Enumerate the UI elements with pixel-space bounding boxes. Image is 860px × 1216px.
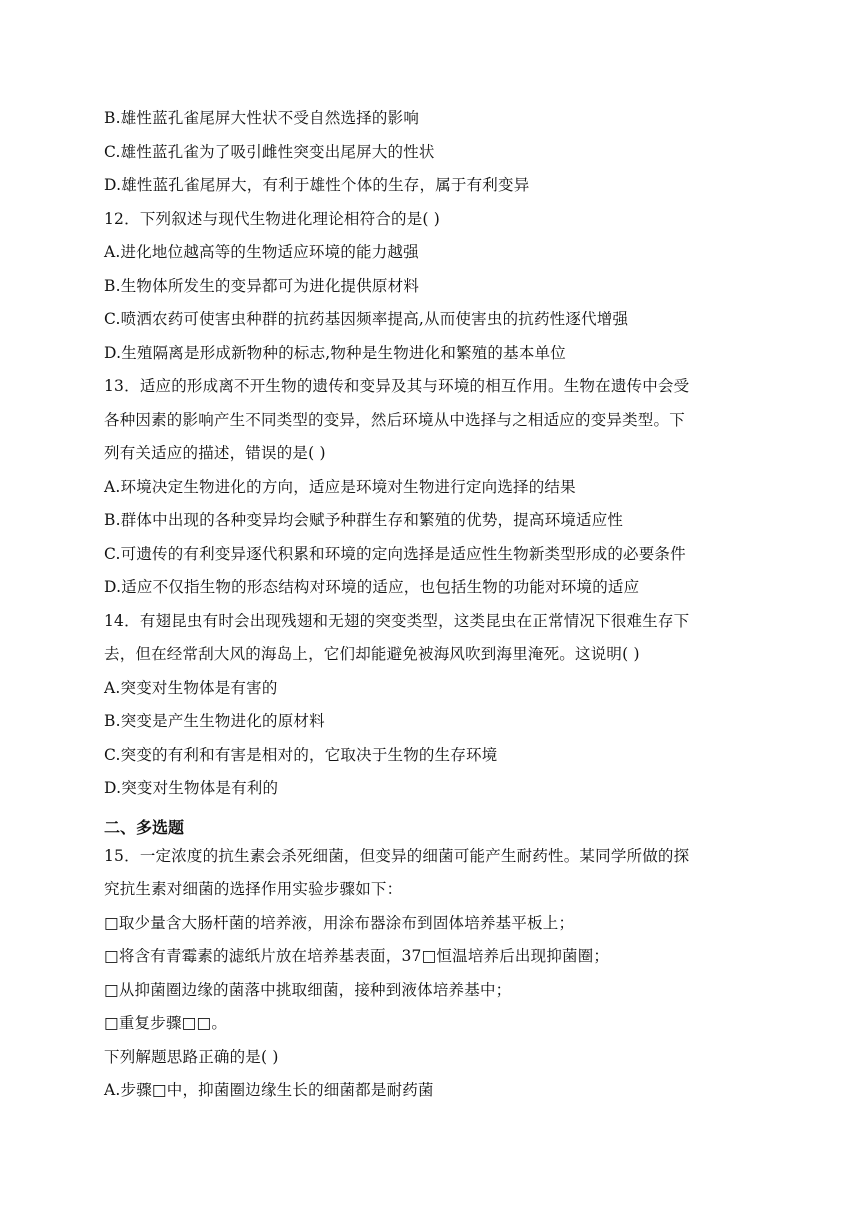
option-line: B.生物体所发生的变异都可为进化提供原材料	[104, 276, 420, 295]
option-line: D.适应不仅指生物的形态结构对环境的适应，也包括生物的功能对环境的适应	[104, 578, 640, 596]
question-15-stem: 15．一定浓度的抗生素会杀死细菌，但变异的细菌可能产生耐药性。某同学所做的探	[104, 846, 690, 865]
question-13-stem: 列有关适应的描述，错误的是( )	[104, 444, 326, 462]
question-15-prompt: 下列解题思路正确的是( )	[104, 1047, 279, 1066]
experiment-step: □重复步骤□□。	[104, 1014, 228, 1032]
option-line: B.突变是产生生物进化的原材料	[104, 712, 325, 730]
question-14-stem: 去，但在经常刮大风的海岛上，它们却能避免被海风吹到海里淹死。这说明( )	[104, 645, 640, 663]
question-12-stem: 12．下列叙述与现代生物进化理论相符合的是( )	[104, 209, 441, 228]
option-line: C.可遗传的有利变异逐代积累和环境的定向选择是适应性生物新类型形成的必要条件	[104, 544, 686, 563]
option-line: D.雄性蓝孔雀尾屏大，有利于雄性个体的生存，属于有利变异	[104, 176, 530, 194]
experiment-step: □取少量含大肠杆菌的培养液，用涂布器涂布到固体培养基平板上；	[104, 913, 575, 932]
experiment-step: □将含有青霉素的滤纸片放在培养基表面，37□恒温培养后出现抑菌圈；	[104, 947, 610, 965]
option-line: A.步骤□中，抑菌圈边缘生长的细菌都是耐药菌	[104, 1081, 434, 1099]
option-line: C.突变的有利和有害是相对的，它取决于生物的生存环境	[104, 745, 498, 764]
document-page	[104, 102, 754, 1108]
option-line: B.群体中出现的各种变异均会赋予种群生存和繁殖的优势，提高环境适应性	[104, 511, 624, 529]
option-line: C.雄性蓝孔雀为了吸引雌性突变出尾屏大的性状	[104, 142, 435, 161]
option-line: D.生殖隔离是形成新物种的标志,物种是生物进化和繁殖的基本单位	[104, 343, 566, 362]
option-line: C.喷洒农药可使害虫种群的抗药基因频率提高,从而使害虫的抗药性逐代增强	[104, 310, 629, 328]
option-line: A.环境决定生物进化的方向，适应是环境对生物进行定向选择的结果	[104, 477, 576, 496]
question-13-stem: 各种因素的影响产生不同类型的变异，然后环境从中选择与之相适应的变异类型。下	[104, 410, 685, 429]
question-14-stem: 14．有翅昆虫有时会出现残翅和无翅的突变类型，这类昆虫在正常情况下很难生存下	[104, 611, 690, 630]
option-line: A.突变对生物体是有害的	[104, 678, 278, 697]
question-15-stem: 究抗生素对细菌的选择作用实验步骤如下：	[104, 880, 403, 898]
experiment-step: □从抑菌圈边缘的菌落中挑取细菌，接种到液体培养基中；	[104, 980, 512, 999]
section-heading: 二、多选题	[104, 817, 185, 837]
option-line: A.进化地位越高等的生物适应环境的能力越强	[104, 243, 419, 261]
option-line: B.雄性蓝孔雀尾屏大性状不受自然选择的影响	[104, 109, 420, 127]
question-13-stem: 13．适应的形成离不开生物的遗传和变异及其与环境的相互作用。生物在遗传中会受	[104, 377, 690, 395]
option-line: D.突变对生物体是有利的	[104, 779, 279, 797]
